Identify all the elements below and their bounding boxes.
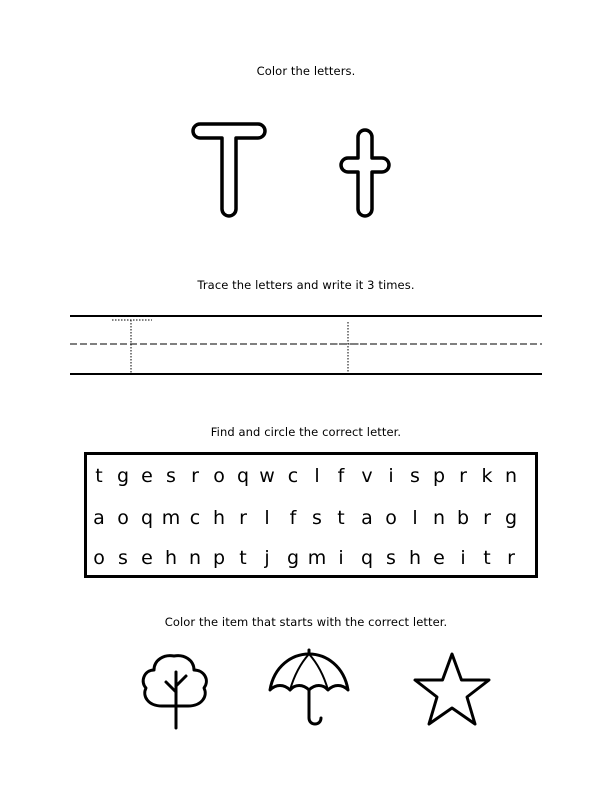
grid-letter[interactable]: r bbox=[459, 465, 467, 487]
grid-letter[interactable]: o bbox=[117, 507, 129, 529]
grid-letter[interactable]: c bbox=[287, 465, 299, 487]
letter-search-grid bbox=[84, 452, 538, 578]
grid-letter[interactable]: i bbox=[338, 547, 344, 569]
grid-letter[interactable]: a bbox=[361, 507, 373, 529]
grid-letter[interactable]: r bbox=[191, 465, 199, 487]
grid-letter[interactable]: r bbox=[507, 547, 515, 569]
grid-letter[interactable]: p bbox=[432, 465, 446, 487]
trace-uppercase-t bbox=[112, 320, 152, 374]
grid-letter[interactable]: g bbox=[286, 547, 300, 569]
grid-letter[interactable]: r bbox=[239, 507, 247, 529]
grid-letter[interactable]: l bbox=[264, 507, 270, 529]
star-icon[interactable] bbox=[410, 650, 494, 730]
grid-letter[interactable]: m bbox=[307, 547, 327, 569]
grid-letter[interactable]: s bbox=[166, 465, 176, 487]
grid-letter[interactable]: n bbox=[188, 547, 202, 569]
trace-lowercase-t bbox=[336, 322, 362, 374]
instruction-color-item: Color the item that starts with the correct letter. bbox=[164, 615, 448, 629]
grid-letter[interactable]: s bbox=[410, 465, 420, 487]
lowercase-t-outline bbox=[336, 128, 396, 222]
grid-letter[interactable]: e bbox=[141, 465, 153, 487]
handwriting-guide-lines bbox=[70, 312, 542, 380]
grid-letter[interactable]: c bbox=[189, 507, 201, 529]
grid-letter[interactable]: g bbox=[504, 507, 518, 529]
instruction-color-letters: Color the letters. bbox=[256, 64, 356, 78]
grid-letter[interactable]: h bbox=[212, 507, 226, 529]
grid-letter[interactable]: b bbox=[456, 507, 470, 529]
grid-letter[interactable]: m bbox=[161, 507, 181, 529]
grid-letter[interactable]: s bbox=[118, 547, 128, 569]
grid-letter[interactable]: a bbox=[93, 507, 105, 529]
grid-letter[interactable]: e bbox=[433, 547, 445, 569]
grid-letter[interactable]: p bbox=[212, 547, 226, 569]
grid-letter[interactable]: h bbox=[164, 547, 178, 569]
grid-letter[interactable]: q bbox=[140, 507, 154, 529]
grid-letter[interactable]: t bbox=[239, 547, 247, 569]
instruction-find-circle: Find and circle the correct letter. bbox=[210, 425, 402, 439]
grid-letter[interactable]: q bbox=[236, 465, 250, 487]
grid-letter[interactable]: g bbox=[116, 465, 130, 487]
grid-letter[interactable]: t bbox=[95, 465, 103, 487]
grid-letter[interactable]: f bbox=[289, 507, 297, 529]
grid-letter[interactable]: v bbox=[361, 465, 373, 487]
grid-letter[interactable]: q bbox=[360, 547, 374, 569]
grid-letter[interactable]: s bbox=[312, 507, 322, 529]
grid-letter[interactable]: f bbox=[337, 465, 345, 487]
grid-letter[interactable]: l bbox=[314, 465, 320, 487]
grid-letter[interactable]: j bbox=[264, 547, 270, 569]
grid-letter[interactable]: t bbox=[483, 547, 491, 569]
grid-letter[interactable]: w bbox=[259, 465, 275, 487]
grid-letter[interactable]: o bbox=[93, 547, 105, 569]
grid-letter[interactable]: k bbox=[481, 465, 493, 487]
instruction-trace-letters: Trace the letters and write it 3 times. bbox=[197, 278, 415, 292]
grid-letter[interactable]: s bbox=[386, 547, 396, 569]
tree-icon[interactable] bbox=[138, 652, 214, 730]
grid-letter[interactable]: r bbox=[483, 507, 491, 529]
grid-letter[interactable]: i bbox=[460, 547, 466, 569]
grid-letter[interactable]: h bbox=[408, 547, 422, 569]
grid-letter[interactable]: i bbox=[388, 465, 394, 487]
grid-letter[interactable]: l bbox=[412, 507, 418, 529]
grid-letter[interactable]: t bbox=[337, 507, 345, 529]
grid-letter[interactable]: n bbox=[432, 507, 446, 529]
grid-letter[interactable]: o bbox=[385, 507, 397, 529]
grid-letter[interactable]: o bbox=[213, 465, 225, 487]
umbrella-icon[interactable] bbox=[266, 648, 352, 728]
uppercase-t-outline bbox=[190, 118, 270, 222]
grid-letter[interactable]: n bbox=[504, 465, 518, 487]
grid-letter[interactable]: e bbox=[141, 547, 153, 569]
